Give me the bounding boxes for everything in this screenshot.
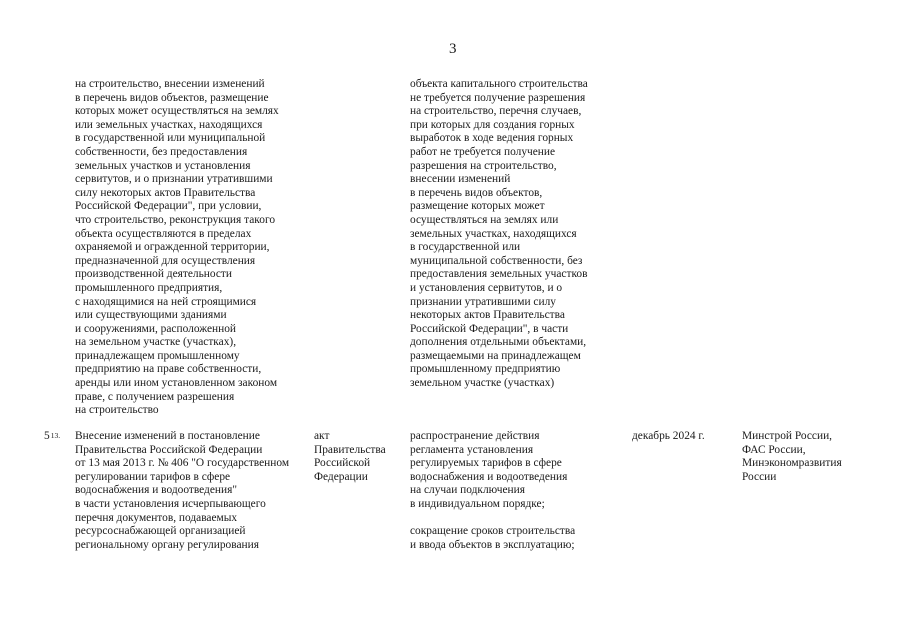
- text-line: не требуется получение разрешения: [410, 91, 586, 104]
- text-line: объекта капитального строительства: [410, 78, 588, 90]
- text-line: размещение которых может: [410, 200, 545, 213]
- text-line: водоснабжения и водоотведения": [75, 484, 237, 497]
- text-line: в индивидуальном порядке;: [410, 497, 545, 510]
- row-name-column: [75, 430, 289, 552]
- text-line: в перечень видов объектов, размещение: [75, 91, 269, 104]
- text-line: праве, с получением разрешения: [75, 390, 235, 403]
- text-line: ресурсоснабжающей организацией: [75, 525, 246, 538]
- text-line: в государственной или: [410, 241, 521, 254]
- text-line: что строительство, реконструкция такого: [75, 213, 276, 226]
- text-line: земельном участке (участках): [410, 377, 555, 390]
- text-line: и установления сервитутов, и о: [410, 281, 563, 294]
- page-number: 3: [449, 41, 457, 57]
- text-line: силу некоторых актов Правительства: [75, 186, 256, 199]
- text-line: сокращение сроков строительства: [410, 525, 576, 538]
- text-line: промышленного предприятия,: [75, 281, 223, 294]
- text-line: признании утратившими силу: [410, 295, 556, 308]
- text-line: разрешения на строительство,: [410, 159, 557, 172]
- text-line: Правительства: [314, 443, 386, 456]
- row-number: [44, 430, 60, 444]
- text-line: регламента установления: [410, 443, 534, 456]
- text-line: предоставления земельных участков: [410, 268, 588, 281]
- text-line: которых может осуществляться на землях: [75, 105, 279, 118]
- text-line: принадлежащем промышленному: [75, 349, 240, 362]
- text-line: земельных участков и установления: [75, 159, 251, 172]
- continuation-name-column: [75, 78, 279, 418]
- text-line: Минэкономразвития: [742, 457, 842, 470]
- text-line: с находящимися на ней строящимися: [75, 295, 257, 308]
- text-line: на строительство: [75, 404, 159, 417]
- text-line: Российской Федерации", в части: [410, 322, 569, 335]
- text-line: некоторых актов Правительства: [410, 309, 565, 322]
- text-line: предприятию на праве собственности,: [75, 363, 262, 376]
- text-line: на земельном участке (участках),: [75, 336, 237, 349]
- text-line: выработок в ходе ведения горных: [410, 132, 574, 145]
- text-line: производственной деятельности: [75, 268, 232, 281]
- text-line: Российской: [314, 457, 371, 470]
- continuation-result-column: [410, 78, 588, 391]
- text-line: работ не требуется получение: [410, 145, 556, 158]
- text-line: в части установления исчерпывающего: [75, 497, 266, 510]
- text-line: охраняемой и огражденной территории,: [75, 241, 270, 254]
- row-result-column: [410, 430, 575, 552]
- text-line: или земельных участках, находящихся: [75, 118, 263, 131]
- text-line: региональному органу регулирования: [75, 538, 259, 551]
- text-line: акт: [314, 430, 330, 442]
- text-line: водоснабжения и водоотведения: [410, 470, 568, 483]
- text-line: осуществляться на землях или: [410, 213, 559, 226]
- text-line: от 13 мая 2013 г. № 406 "О государственном: [75, 457, 290, 470]
- text-line: Минстрой России,: [742, 430, 833, 442]
- text-line: промышленному предприятию: [410, 363, 561, 376]
- text-line: земельных участках, находящихся: [410, 227, 577, 240]
- text-line: и ввода объектов в эксплуатацию;: [410, 538, 575, 551]
- text-line: Внесение изменений в постановление: [75, 430, 260, 442]
- text-line: в перечень видов объектов,: [410, 186, 543, 199]
- text-line: регулируемых тарифов в сфере: [410, 457, 562, 470]
- text-line: внесении изменений: [410, 173, 511, 186]
- text-line: на случаи подключения: [410, 484, 525, 497]
- text-line: в государственной или муниципальной: [75, 132, 266, 145]
- text-line: России: [742, 470, 777, 483]
- row-responsible-column: [742, 430, 842, 484]
- text-line: собственности, без предоставления: [75, 145, 248, 158]
- text-line: на строительство, перечня случаев,: [410, 105, 582, 118]
- text-line: размещаемыми на принадлежащем: [410, 349, 581, 362]
- text-line: муниципальной собственности, без: [410, 254, 583, 267]
- text-line: при которых для создания горных: [410, 118, 575, 131]
- text-line: и сооружениями, расположенной: [75, 322, 236, 335]
- text-line: предназначенной для осуществления: [75, 254, 256, 267]
- text-line: распространение действия: [410, 430, 540, 442]
- text-line: Федерации: [314, 470, 368, 483]
- text-line: на строительство, внесении изменений: [75, 78, 265, 90]
- text-line: Российской Федерации", при условии,: [75, 200, 262, 213]
- text-line: [410, 512, 575, 526]
- row-deadline-column: [632, 430, 705, 444]
- text-line: сервитутов, и о признании утратившими: [75, 173, 273, 186]
- row-number-sup: 13.: [50, 431, 61, 440]
- text-line: аренды или ином установленном законом: [75, 377, 278, 390]
- text-line: Правительства Российской Федерации: [75, 443, 263, 456]
- row-document-type-column: [314, 430, 386, 484]
- text-line: дополнения отдельными объектами,: [410, 336, 587, 349]
- row-number-main: 5: [44, 430, 50, 442]
- text-line: перечня документов, подаваемых: [75, 511, 238, 524]
- text-line: объекта осуществляются в пределах: [75, 227, 252, 240]
- text-line: или существующими зданиями: [75, 309, 227, 322]
- text-line: ФАС России,: [742, 443, 806, 456]
- text-line: регулировании тарифов в сфере: [75, 470, 231, 483]
- text-line: декабрь 2024 г.: [632, 430, 705, 442]
